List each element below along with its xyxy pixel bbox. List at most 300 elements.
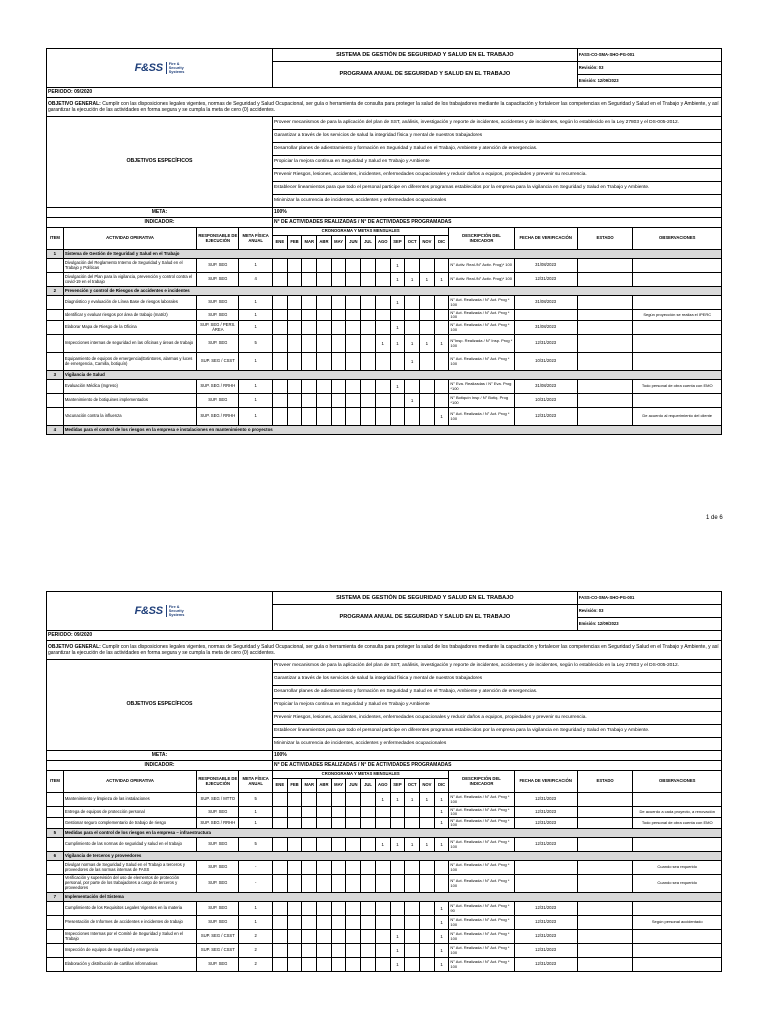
col-actividad: ACTIVIDAD OPERATIVA (63, 228, 196, 250)
row-fecha: 31/08/2023 (514, 321, 577, 335)
row-month-cell (346, 394, 361, 408)
row-estado (577, 944, 633, 958)
row-month-cell (375, 861, 390, 875)
row-month-cell (405, 380, 420, 394)
month-header: AGO (375, 779, 390, 793)
col-responsable: RESPONSABLE DE EJECUCIÓN (197, 771, 239, 793)
row-month-cell (302, 380, 317, 394)
row-meta: 5 (239, 335, 273, 353)
row-month-cell (287, 902, 302, 916)
row-responsable: SUP. SEG / PERS. ÁREA (197, 321, 239, 335)
row-month-cell (361, 861, 376, 875)
section-item: 2 (47, 287, 64, 296)
row-month-cell (390, 818, 405, 829)
row-month-cell (390, 394, 405, 408)
row-month-cell (287, 861, 302, 875)
row-month-cell (420, 861, 435, 875)
row-item (47, 408, 64, 426)
row-activity: Identificar y evaluar riesgos por área de trabajo (matriz) (63, 310, 196, 321)
activity-row (47, 310, 722, 321)
row-responsable: SUP. SEG (197, 916, 239, 930)
row-month-cell (331, 321, 346, 335)
row-month-cell (331, 310, 346, 321)
row-month-cell (302, 944, 317, 958)
month-header: ENE (272, 236, 287, 250)
row-month-cell (331, 916, 346, 930)
row-item (47, 818, 64, 829)
periodo: PERIODO: 09/2020 (47, 88, 722, 98)
row-month-cell (287, 380, 302, 394)
row-month-cell (420, 902, 435, 916)
row-month-cell: 1 (420, 838, 435, 852)
row-month-cell (317, 394, 332, 408)
row-month-cell (331, 930, 346, 944)
row-month-cell (434, 259, 449, 273)
row-meta: 4 (239, 273, 273, 287)
activity-row (47, 321, 722, 335)
row-observaciones (633, 353, 722, 371)
row-indicator: N° Act. Realizada / N° Act. Prog * 100 (449, 793, 514, 807)
objetivo-general: OBJETIVO GENERAL: Cumplir con las disposiciones legales vigentes, normas de Seguridad y Salud Ocupacional, ser guía o herramienta de consulta para proteger la salud de los trabajadores mediante la capacitación y fortalecer las competencias en Seguridad y Salud en el Trabajo y Ambiente, y así garantizar la ejecución de las actividades en forma segura y se cumpla la meta de cero (0) accidentes. (47, 641, 722, 660)
program-title: PROGRAMA ANUAL DE SEGURIDAD Y SALUD EN EL TRABAJO (272, 62, 577, 88)
meta-value: 100% (272, 751, 721, 761)
row-month-cell (346, 838, 361, 852)
row-indicator: N° Act. Realizada / N° Act. Prog * 100 (449, 958, 514, 972)
row-item (47, 793, 64, 807)
row-month-cell: 1 (390, 321, 405, 335)
row-month-cell (420, 930, 435, 944)
month-header: FEB (287, 236, 302, 250)
section-row (47, 893, 722, 902)
row-activity: Equipamiento de equipos de emergencia(Extintores, alarmas y luces de emergencia, Camilla, botiquín) (63, 353, 196, 371)
activity-rows (47, 250, 722, 435)
row-estado (577, 273, 633, 287)
row-month-cell (361, 875, 376, 893)
row-month-cell (346, 321, 361, 335)
row-month-cell (434, 380, 449, 394)
row-month-cell (317, 296, 332, 310)
row-month-cell (361, 310, 376, 321)
row-meta: 1 (239, 902, 273, 916)
col-estado: ESTADO (577, 771, 633, 793)
month-header: OCT (405, 779, 420, 793)
row-meta: 1 (239, 353, 273, 371)
row-responsable: SUP. SEG (197, 259, 239, 273)
row-responsable: SUP. SEG / RRHH (197, 818, 239, 829)
row-meta: 2 (239, 944, 273, 958)
row-month-cell (390, 807, 405, 818)
row-estado (577, 321, 633, 335)
row-month-cell (375, 944, 390, 958)
row-month-cell (317, 861, 332, 875)
month-header: OCT (405, 236, 420, 250)
objetivo-especifico: Proveer mecanismos de para la aplicación del plan de SST, análisis, investigación y reporte de incidentes, accidentes y de incidentes, según lo establecido en la Ley 27803 y el DS-005-2012. (272, 660, 721, 673)
row-estado (577, 875, 633, 893)
row-month-cell (302, 353, 317, 371)
col-item: ITEM (47, 228, 64, 250)
row-month-cell (302, 861, 317, 875)
row-month-cell (405, 902, 420, 916)
row-item (47, 838, 64, 852)
activity-row (47, 838, 722, 852)
row-estado (577, 958, 633, 972)
row-month-cell (390, 916, 405, 930)
row-month-cell: 1 (405, 273, 420, 287)
row-month-cell (405, 958, 420, 972)
row-month-cell (405, 944, 420, 958)
row-month-cell (346, 793, 361, 807)
row-month-cell (302, 296, 317, 310)
row-month-cell (375, 916, 390, 930)
section-title: Implementación del Sistema (63, 893, 721, 902)
row-fecha: 12/31/2023 (514, 818, 577, 829)
row-month-cell (331, 335, 346, 353)
row-meta: 2 (239, 958, 273, 972)
row-responsable: SUP. SEG (197, 296, 239, 310)
row-month-cell (375, 296, 390, 310)
row-month-cell (272, 958, 287, 972)
section-row (47, 371, 722, 380)
row-month-cell (331, 394, 346, 408)
row-meta: 5 (239, 793, 273, 807)
row-month-cell (390, 875, 405, 893)
row-item (47, 296, 64, 310)
row-month-cell (405, 310, 420, 321)
section-item: 7 (47, 893, 64, 902)
row-month-cell (346, 807, 361, 818)
row-month-cell (287, 916, 302, 930)
row-meta: 1 (239, 916, 273, 930)
row-item (47, 902, 64, 916)
row-meta: 1 (239, 296, 273, 310)
row-month-cell (302, 273, 317, 287)
row-month-cell: 1 (390, 380, 405, 394)
col-fecha: FECHA DE VERIFICACIÓN (514, 228, 577, 250)
row-estado (577, 838, 633, 852)
row-indicator: N° Act. Realizada / N° Act. Prog * 100 (449, 408, 514, 426)
company-logo (47, 49, 273, 88)
row-month-cell (272, 380, 287, 394)
row-responsable: SUP. SEG (197, 838, 239, 852)
row-month-cell (331, 958, 346, 972)
row-fecha: 12/31/2023 (514, 944, 577, 958)
row-month-cell (287, 321, 302, 335)
row-month-cell (405, 930, 420, 944)
row-month-cell (405, 408, 420, 426)
row-month-cell (302, 259, 317, 273)
row-month-cell (287, 273, 302, 287)
row-meta: - (239, 875, 273, 893)
row-month-cell (375, 394, 390, 408)
row-month-cell (346, 916, 361, 930)
row-month-cell (375, 273, 390, 287)
month-header: ENE (272, 779, 287, 793)
month-header: JUN (346, 236, 361, 250)
row-month-cell (405, 296, 420, 310)
row-month-cell (361, 902, 376, 916)
row-month-cell: 1 (434, 916, 449, 930)
row-month-cell: 1 (405, 793, 420, 807)
row-month-cell (361, 335, 376, 353)
row-observaciones: Según personal accidentado (633, 916, 722, 930)
row-fecha: 10/31/2023 (514, 394, 577, 408)
row-observaciones: Cuando sea requerido (633, 861, 722, 875)
row-month-cell (405, 807, 420, 818)
row-month-cell (346, 944, 361, 958)
row-month-cell (331, 296, 346, 310)
row-month-cell: 1 (434, 273, 449, 287)
row-activity: Divulgar normas de Seguridad y Salud en el Trabajo a terceros y proveedores de las normas internas de FASS (63, 861, 196, 875)
row-month-cell (287, 958, 302, 972)
row-responsable: SUP. SEG (197, 273, 239, 287)
row-responsable: SUP. SEG (197, 394, 239, 408)
document-code: FASS-CO-SMA-SHO-PG-001 (577, 592, 721, 605)
row-month-cell (346, 259, 361, 273)
row-month-cell (272, 259, 287, 273)
row-month-cell (361, 321, 376, 335)
row-activity: Elaboración y distribución de cartillas informativas (63, 958, 196, 972)
row-month-cell: 1 (420, 793, 435, 807)
row-indicator: N° Act. Realizada / N° Act. Prog * 100 (449, 321, 514, 335)
row-month-cell (287, 353, 302, 371)
objetivo-especifico: Minimizar la ocurrencia de incidentes, accidentes y enfermedades ocupacionales (272, 738, 721, 751)
row-month-cell (302, 807, 317, 818)
row-meta: 1 (239, 259, 273, 273)
row-month-cell (420, 944, 435, 958)
row-month-cell (434, 310, 449, 321)
row-month-cell (302, 930, 317, 944)
row-indicator: N° Act. Realizada / N° Act. Prog * 100 (449, 807, 514, 818)
row-activity: Evaluación Médica (Ingreso) (63, 380, 196, 394)
row-month-cell (331, 875, 346, 893)
row-month-cell: 1 (434, 944, 449, 958)
row-activity: Cumplimiento de las normas de seguridad y salud en el trabajo (63, 838, 196, 852)
document-page-2 (46, 591, 722, 972)
row-meta: 1 (239, 394, 273, 408)
section-row (47, 426, 722, 435)
row-responsable: SUP. SEG (197, 875, 239, 893)
row-estado (577, 818, 633, 829)
row-month-cell (272, 335, 287, 353)
month-header: DIC (434, 779, 449, 793)
objetivo-especifico: Minimizar la ocurrencia de incidentes, accidentes y enfermedades ocupacionales (272, 195, 721, 208)
row-month-cell (317, 944, 332, 958)
row-month-cell (361, 408, 376, 426)
row-month-cell (346, 335, 361, 353)
row-meta: 1 (239, 321, 273, 335)
row-month-cell (390, 408, 405, 426)
row-month-cell (317, 793, 332, 807)
row-month-cell (375, 380, 390, 394)
row-month-cell (390, 353, 405, 371)
row-activity: Verificación y supervisión del uso de elementos de protección personal, por parte de los trabajadores a cargo de terceros y proveedores (63, 875, 196, 893)
row-month-cell (390, 310, 405, 321)
row-activity: Cumplimiento de los Requisitos Legales Vigentes en la materia (63, 902, 196, 916)
revision: Revisión: 03 (577, 62, 721, 75)
activity-row (47, 818, 722, 829)
row-month-cell (346, 296, 361, 310)
col-fecha: FECHA DE VERIFICACIÓN (514, 771, 577, 793)
row-month-cell (390, 861, 405, 875)
row-month-cell (434, 394, 449, 408)
row-month-cell (346, 408, 361, 426)
row-estado (577, 380, 633, 394)
activity-row (47, 408, 722, 426)
row-month-cell (317, 310, 332, 321)
row-month-cell (317, 353, 332, 371)
row-fecha: 12/31/2023 (514, 916, 577, 930)
row-month-cell: 1 (434, 793, 449, 807)
row-observaciones (633, 958, 722, 972)
row-month-cell (331, 861, 346, 875)
month-header: MAY (331, 779, 346, 793)
col-estado: ESTADO (577, 228, 633, 250)
row-meta: 5 (239, 838, 273, 852)
row-month-cell (346, 353, 361, 371)
row-activity: Inspección de equipos de seguridad y emergencia (63, 944, 196, 958)
row-month-cell (346, 930, 361, 944)
row-month-cell (375, 875, 390, 893)
row-month-cell (331, 273, 346, 287)
month-header: JUN (346, 779, 361, 793)
row-month-cell: 1 (390, 838, 405, 852)
row-month-cell (317, 916, 332, 930)
row-month-cell (375, 902, 390, 916)
row-meta: 2 (239, 930, 273, 944)
row-month-cell (375, 321, 390, 335)
section-title: Vigilancia de Salud (63, 371, 721, 380)
row-month-cell (375, 353, 390, 371)
row-month-cell (272, 321, 287, 335)
row-observaciones: Cuando sea requerido (633, 875, 722, 893)
activity-row (47, 875, 722, 893)
row-month-cell (302, 408, 317, 426)
row-month-cell (361, 380, 376, 394)
row-meta: 1 (239, 818, 273, 829)
objetivo-especifico: Establecer lineamientos para que todo el personal participe en diferentes programas establecidos por la empresa para la vigilancia en Seguridad y Salud en Trabajo y Ambiente. (272, 182, 721, 195)
row-month-cell (375, 408, 390, 426)
row-month-cell: 1 (434, 335, 449, 353)
company-logo-text: F&SS (134, 604, 163, 617)
row-month-cell (272, 793, 287, 807)
row-month-cell (317, 321, 332, 335)
row-activity: Divulgación del Plan para la vigilancia, prevención y control contra el covid-19 en el trabajo (63, 273, 196, 287)
col-descripcion: DESCRIPCIÓN DEL INDICADOR (449, 228, 514, 250)
row-responsable: SUP. SEG (197, 310, 239, 321)
row-month-cell: 1 (434, 930, 449, 944)
activity-row (47, 394, 722, 408)
section-title: Prevención y control de Riesgos de accidentes e incidentes (63, 287, 721, 296)
row-month-cell (272, 394, 287, 408)
row-month-cell: 1 (434, 818, 449, 829)
row-month-cell (272, 408, 287, 426)
document-page-1 (46, 48, 722, 435)
row-month-cell (272, 916, 287, 930)
section-item: 6 (47, 852, 64, 861)
row-month-cell (287, 259, 302, 273)
revision: Revisión: 03 (577, 605, 721, 618)
row-month-cell (346, 875, 361, 893)
month-header: ABR (317, 236, 332, 250)
row-month-cell (361, 944, 376, 958)
month-header: JUL (361, 236, 376, 250)
row-month-cell (317, 408, 332, 426)
objetivo-especifico: Proveer mecanismos de para la aplicación del plan de SST, análisis, investigación y reporte de incidentes, accidentes y de incidentes, según lo establecido en la Ley 27803 y el DS-005-2012. (272, 117, 721, 130)
row-month-cell (434, 296, 449, 310)
row-month-cell (405, 916, 420, 930)
row-month-cell (302, 818, 317, 829)
section-title: Sistema de Gestión de Seguridad y Salud en el Trabajo (63, 250, 721, 259)
row-indicator: N° Eva. Realizadas / N° Eva. Prog *100 (449, 380, 514, 394)
section-item: 5 (47, 829, 64, 838)
objetivo-especifico: Garantizar a través de los servicios de salud la integridad física y mental de nuestros trabajadores (272, 673, 721, 686)
row-estado (577, 902, 633, 916)
row-month-cell (434, 353, 449, 371)
row-month-cell (287, 310, 302, 321)
row-month-cell: 1 (375, 838, 390, 852)
row-month-cell (317, 875, 332, 893)
row-item (47, 861, 64, 875)
row-month-cell (287, 335, 302, 353)
row-month-cell (361, 793, 376, 807)
section-row (47, 287, 722, 296)
row-activity: Mantenimiento y limpieza de las instalaciones (63, 793, 196, 807)
objetivo-especifico: Prevenir Riesgos, lesiones, accidentes, incidentes, enfermedades ocupacionales y reducir daños a equipos, propiedades y prevenir su recurrencia. (272, 712, 721, 725)
activity-row (47, 944, 722, 958)
row-month-cell (272, 296, 287, 310)
objetivo-especifico: Propiciar la mejora continua en Seguridad y Salud en Trabajo y Ambiente (272, 699, 721, 712)
row-indicator: N° Act. Realizada / N° Act. Prog * 100 (449, 930, 514, 944)
row-month-cell (287, 296, 302, 310)
document-code: FASS-CO-SMA-SHO-PG-001 (577, 49, 721, 62)
month-header: MAR (302, 779, 317, 793)
row-responsable: SUP. SEG / RRHH (197, 408, 239, 426)
row-item (47, 944, 64, 958)
company-logo (47, 592, 273, 631)
activity-row (47, 259, 722, 273)
row-indicator: N° Act. Realizada / N° Act. Prog * 90 (449, 902, 514, 916)
col-descripcion: DESCRIPCIÓN DEL INDICADOR (449, 771, 514, 793)
activity-row (47, 296, 722, 310)
row-item (47, 321, 64, 335)
row-meta: 1 (239, 380, 273, 394)
col-responsable: RESPONSABLE DE EJECUCIÓN (197, 228, 239, 250)
row-item (47, 353, 64, 371)
row-item (47, 273, 64, 287)
company-logo-text: F&SS (134, 61, 163, 74)
row-month-cell (361, 958, 376, 972)
row-month-cell (317, 818, 332, 829)
meta-value: 100% (272, 208, 721, 218)
col-cronograma: CRONOGRAMA Y METAS MENSUALES (272, 771, 448, 779)
program-title: PROGRAMA ANUAL DE SEGURIDAD Y SALUD EN EL TRABAJO (272, 605, 577, 631)
objetivo-especifico: Establecer lineamientos para que todo el personal participe en diferentes programas establecidos por la empresa para la vigilancia en Seguridad y Salud en Trabajo y Ambiente. (272, 725, 721, 738)
row-responsable: SUP. SEG / MTTO (197, 793, 239, 807)
row-month-cell: 1 (390, 296, 405, 310)
row-indicator: N° Act. Realizada / N° Act. Prog * 100 (449, 944, 514, 958)
row-responsable: SUP. SEG / RRHH (197, 380, 239, 394)
row-observaciones (633, 793, 722, 807)
section-row (47, 852, 722, 861)
row-indicator: N° Activ. Real./N° Activ. Prog)* 100 (449, 273, 514, 287)
row-fecha: 10/31/2023 (514, 353, 577, 371)
row-month-cell (420, 408, 435, 426)
row-month-cell (361, 807, 376, 818)
row-month-cell (272, 273, 287, 287)
row-month-cell (331, 838, 346, 852)
row-month-cell (361, 838, 376, 852)
row-month-cell (287, 394, 302, 408)
